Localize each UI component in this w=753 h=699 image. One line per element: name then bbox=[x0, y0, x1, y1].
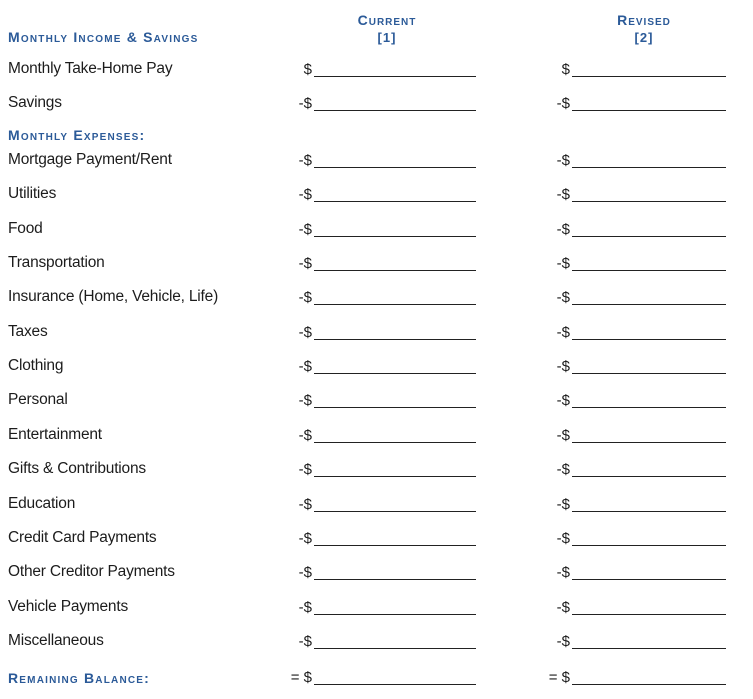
expense-row-current-field[interactable] bbox=[276, 149, 476, 171]
entry-line bbox=[572, 304, 726, 305]
column-number-current: [1] bbox=[377, 30, 397, 45]
entry-line bbox=[572, 442, 726, 443]
currency-prefix: -$ bbox=[556, 461, 570, 479]
entry-line bbox=[314, 76, 476, 77]
currency-prefix: -$ bbox=[556, 564, 570, 582]
expense-row-revised-field[interactable] bbox=[534, 630, 726, 652]
expense-row-label: Taxes bbox=[8, 322, 48, 340]
expense-row-label: Clothing bbox=[8, 357, 64, 375]
expense-row-current-field[interactable] bbox=[276, 596, 476, 618]
currency-prefix: -$ bbox=[298, 461, 312, 479]
entry-line bbox=[314, 110, 476, 111]
expense-row-current-field[interactable] bbox=[276, 183, 476, 205]
currency-prefix: -$ bbox=[298, 289, 312, 307]
entry-line bbox=[314, 201, 476, 202]
expense-row-revised-field[interactable] bbox=[534, 252, 726, 274]
expense-row-revised-field[interactable] bbox=[534, 183, 726, 205]
currency-prefix: -$ bbox=[298, 255, 312, 273]
expense-row-revised-field[interactable] bbox=[534, 218, 726, 240]
expense-row-current-field[interactable] bbox=[276, 389, 476, 411]
entry-line bbox=[314, 270, 476, 271]
section-heading-balance: Remaining Balance: bbox=[8, 670, 151, 686]
expense-row-label: Personal bbox=[8, 391, 68, 409]
expense-row-current-field[interactable] bbox=[276, 424, 476, 446]
currency-prefix: -$ bbox=[556, 426, 570, 444]
entry-line bbox=[572, 545, 726, 546]
currency-prefix: -$ bbox=[556, 289, 570, 307]
currency-prefix: -$ bbox=[298, 529, 312, 547]
expense-row-revised-field[interactable] bbox=[534, 424, 726, 446]
column-header-current bbox=[327, 11, 447, 47]
income-row-current-field[interactable] bbox=[276, 92, 476, 114]
currency-prefix: -$ bbox=[298, 220, 312, 238]
entry-line bbox=[572, 167, 726, 168]
entry-line bbox=[572, 76, 726, 77]
expense-row-current-field[interactable] bbox=[276, 218, 476, 240]
entry-line bbox=[572, 684, 726, 685]
expense-row-label: Gifts & Contributions bbox=[8, 460, 146, 478]
currency-prefix: -$ bbox=[556, 598, 570, 616]
currency-prefix: -$ bbox=[298, 152, 312, 169]
entry-line bbox=[314, 304, 476, 305]
entry-line bbox=[314, 442, 476, 443]
expense-row-revised-field[interactable] bbox=[534, 527, 726, 549]
currency-prefix: -$ bbox=[556, 358, 570, 376]
entry-line bbox=[572, 236, 726, 237]
entry-line bbox=[572, 648, 726, 649]
expense-row-current-field[interactable] bbox=[276, 561, 476, 583]
expense-row-revised-field[interactable] bbox=[534, 321, 726, 343]
currency-prefix: -$ bbox=[298, 495, 312, 513]
entry-line bbox=[572, 201, 726, 202]
entry-line bbox=[572, 614, 726, 615]
currency-prefix: -$ bbox=[556, 95, 570, 112]
entry-line bbox=[314, 579, 476, 580]
section-heading-expenses: Monthly Expenses: bbox=[8, 127, 146, 143]
entry-line bbox=[572, 476, 726, 477]
expense-row-label: Transportation bbox=[8, 254, 105, 272]
expense-row-revised-field[interactable] bbox=[534, 458, 726, 480]
currency-prefix: -$ bbox=[556, 495, 570, 513]
entry-line bbox=[572, 373, 726, 374]
expense-row-revised-field[interactable] bbox=[534, 149, 726, 171]
currency-prefix: -$ bbox=[556, 323, 570, 341]
currency-prefix: -$ bbox=[298, 426, 312, 444]
expense-row-label: Vehicle Payments bbox=[8, 597, 129, 615]
entry-line bbox=[314, 476, 476, 477]
expense-row-current-field[interactable] bbox=[276, 286, 476, 308]
expense-row-label: Utilities bbox=[8, 185, 57, 203]
currency-prefix: -$ bbox=[298, 95, 312, 112]
section-heading-income: Monthly Income & Savings bbox=[8, 29, 199, 45]
expense-row-current-field[interactable] bbox=[276, 527, 476, 549]
currency-prefix: = $ bbox=[290, 669, 312, 686]
expense-row-current-field[interactable] bbox=[276, 493, 476, 515]
expense-row-revised-field[interactable] bbox=[534, 493, 726, 515]
entry-line bbox=[572, 339, 726, 340]
currency-prefix: $ bbox=[561, 61, 570, 78]
expense-row-label: Miscellaneous bbox=[8, 631, 104, 649]
column-number-revised: [2] bbox=[634, 30, 654, 45]
expense-row-current-field[interactable] bbox=[276, 321, 476, 343]
currency-prefix: -$ bbox=[298, 358, 312, 376]
expense-row-label: Credit Card Payments bbox=[8, 528, 157, 546]
currency-prefix: -$ bbox=[556, 220, 570, 238]
expense-row-current-field[interactable] bbox=[276, 458, 476, 480]
entry-line bbox=[314, 236, 476, 237]
entry-line bbox=[572, 270, 726, 271]
expense-row-revised-field[interactable] bbox=[534, 596, 726, 618]
expense-row-revised-field[interactable] bbox=[534, 286, 726, 308]
currency-prefix: -$ bbox=[298, 186, 312, 204]
currency-prefix: -$ bbox=[556, 255, 570, 273]
expense-row-current-field[interactable] bbox=[276, 252, 476, 274]
income-row-revised-field[interactable] bbox=[534, 92, 726, 114]
entry-line bbox=[314, 684, 476, 685]
currency-prefix: -$ bbox=[298, 323, 312, 341]
expense-row-label: Insurance (Home, Vehicle, Life) bbox=[8, 288, 219, 306]
expense-row-label: Entertainment bbox=[8, 425, 102, 443]
expense-row-revised-field[interactable] bbox=[534, 389, 726, 411]
income-row-label: Monthly Take-Home Pay bbox=[8, 60, 173, 77]
entry-line bbox=[314, 373, 476, 374]
expense-row-label: Education bbox=[8, 494, 76, 512]
currency-prefix: -$ bbox=[298, 598, 312, 616]
income-row-label: Savings bbox=[8, 94, 62, 111]
currency-prefix: -$ bbox=[556, 186, 570, 204]
currency-prefix: -$ bbox=[298, 632, 312, 650]
currency-prefix: -$ bbox=[556, 529, 570, 547]
currency-prefix: $ bbox=[303, 61, 312, 78]
expense-row-current-field[interactable] bbox=[276, 355, 476, 377]
entry-line bbox=[314, 167, 476, 168]
entry-line bbox=[572, 579, 726, 580]
entry-line bbox=[572, 407, 726, 408]
currency-prefix: -$ bbox=[298, 564, 312, 582]
entry-line bbox=[314, 511, 476, 512]
column-header-revised bbox=[584, 11, 704, 47]
expense-row-revised-field[interactable] bbox=[534, 355, 726, 377]
expense-row-label: Food bbox=[8, 219, 43, 237]
expense-row-revised-field[interactable] bbox=[534, 561, 726, 583]
income-row-revised-field[interactable] bbox=[534, 58, 726, 80]
expense-row-label: Mortgage Payment/Rent bbox=[8, 151, 172, 168]
balance-row-current-field[interactable] bbox=[276, 666, 476, 688]
entry-line bbox=[314, 339, 476, 340]
entry-line bbox=[314, 545, 476, 546]
entry-line bbox=[314, 407, 476, 408]
entry-line bbox=[572, 110, 726, 111]
balance-row-revised-field[interactable] bbox=[534, 666, 726, 688]
income-row-current-field[interactable] bbox=[276, 58, 476, 80]
currency-prefix: -$ bbox=[556, 632, 570, 650]
column-title-current: Current bbox=[357, 12, 417, 28]
currency-prefix: -$ bbox=[556, 152, 570, 169]
currency-prefix: = $ bbox=[548, 669, 570, 686]
expense-row-label: Other Creditor Payments bbox=[8, 563, 175, 581]
entry-line bbox=[314, 648, 476, 649]
entry-line bbox=[572, 511, 726, 512]
column-title-revised: Revised bbox=[617, 12, 671, 28]
currency-prefix: -$ bbox=[556, 392, 570, 410]
currency-prefix: -$ bbox=[298, 392, 312, 410]
expense-row-current-field[interactable] bbox=[276, 630, 476, 652]
entry-line bbox=[314, 614, 476, 615]
